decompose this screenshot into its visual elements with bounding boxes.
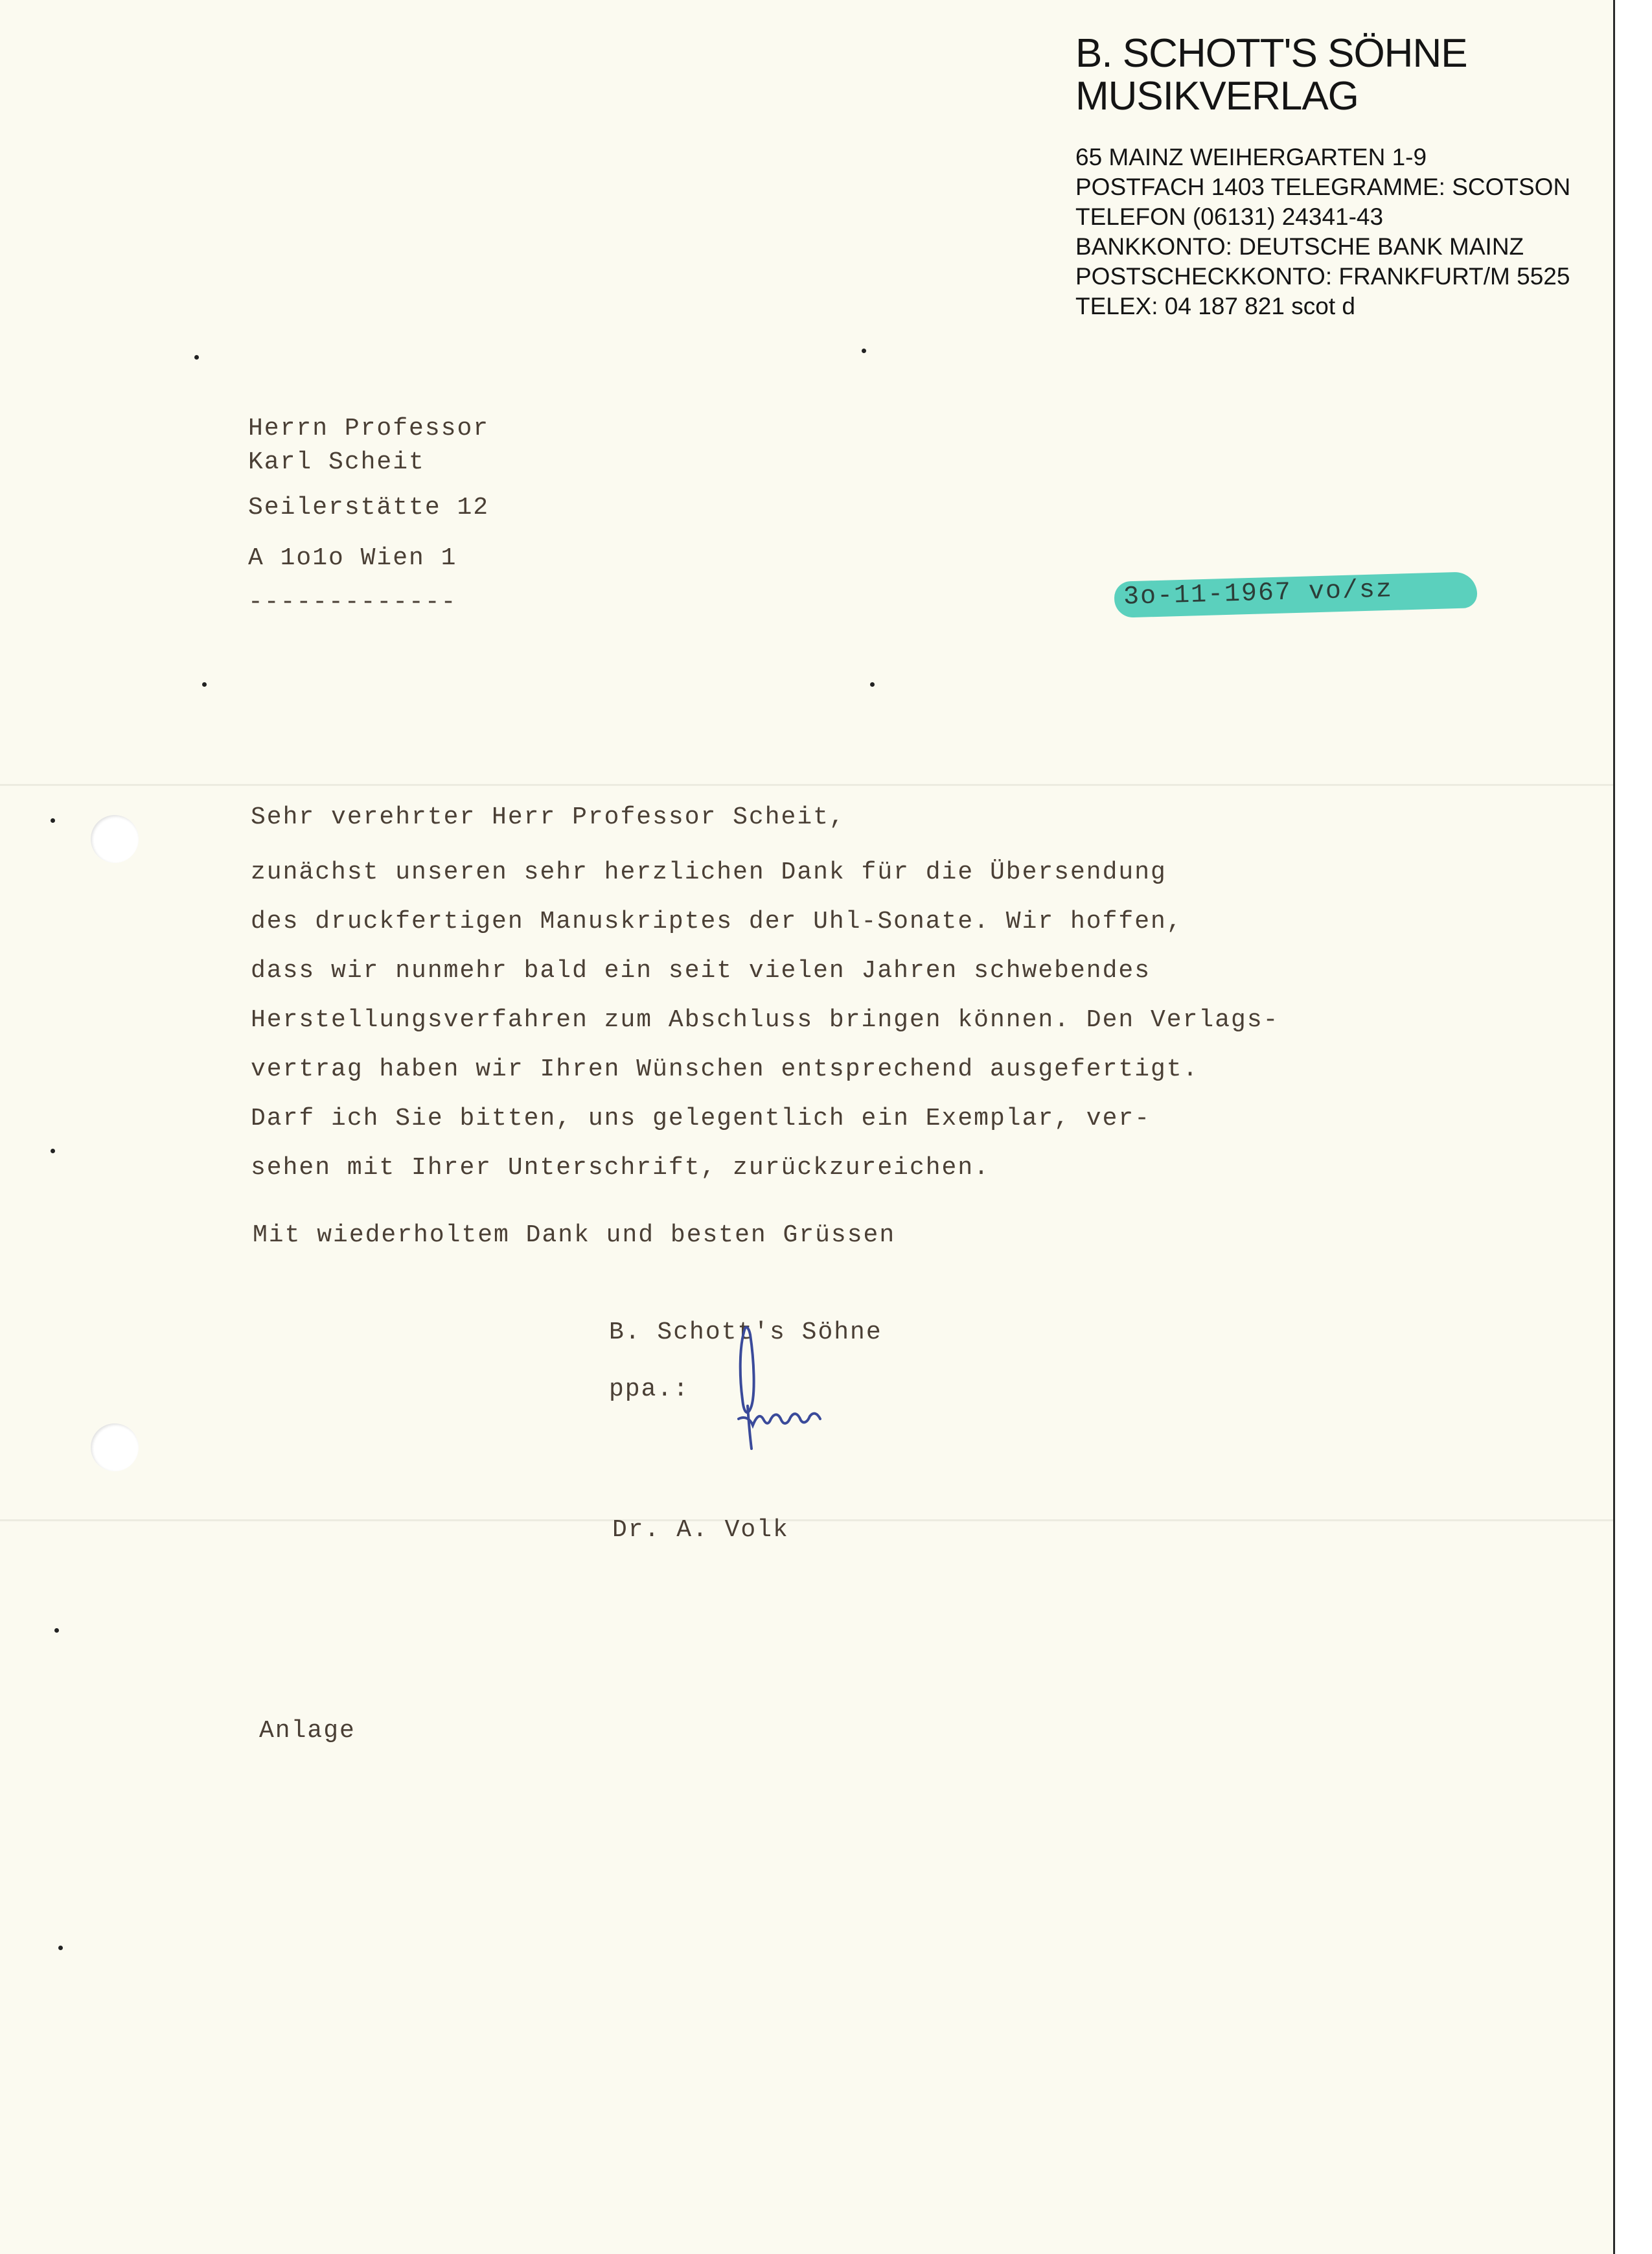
- recipient-name: Karl Scheit: [248, 448, 425, 476]
- body-line: des druckfertigen Manuskriptes der Uhl-Sonate. Wir hoffen,: [251, 908, 1183, 936]
- paper-speck: [51, 1149, 55, 1153]
- letterhead-postfach: POSTFACH 1403 TELEGRAMME: SCOTSON: [1075, 174, 1571, 200]
- paper-speck: [54, 1628, 59, 1633]
- paper-speck: [870, 682, 875, 687]
- sender-ppa: ppa.:: [609, 1375, 690, 1403]
- closing-line: Mit wiederholtem Dank und besten Grüssen: [253, 1221, 896, 1249]
- body-line: sehen mit Ihrer Unterschrift, zurückzureichen.: [251, 1154, 990, 1182]
- letterhead: [1075, 32, 1594, 321]
- date-reference: [1114, 571, 1477, 617]
- body-line: zunächst unseren sehr herzlichen Dank für die Übersendung: [251, 858, 1167, 886]
- signer-name: Dr. A. Volk: [612, 1516, 789, 1544]
- recipient-address: [248, 415, 490, 616]
- address-underline: -------------: [248, 588, 457, 616]
- body-line: dass wir nunmehr bald ein seit vielen Jahren schwebendes: [251, 957, 1151, 985]
- recipient-street: Seilerstätte 12: [248, 494, 490, 522]
- fold-line: [0, 784, 1613, 786]
- body-line: vertrag haben wir Ihren Wünschen entsprechend ausgefertigt.: [251, 1055, 1199, 1083]
- company-subtitle: MUSIKVERLAG: [1075, 74, 1359, 119]
- date-text: 3o-11-1967 vo/sz: [1123, 575, 1394, 612]
- paper-speck: [194, 355, 199, 360]
- letterhead-bank: BANKKONTO: DEUTSCHE BANK MAINZ: [1075, 233, 1524, 260]
- punch-hole: [91, 815, 139, 863]
- recipient-city: A 1o1o Wien 1: [248, 544, 457, 572]
- paper-speck: [58, 1946, 63, 1950]
- sender-block: [609, 1318, 882, 1430]
- paper-speck: [862, 349, 866, 353]
- paper-speck: [202, 682, 207, 687]
- company-name: B. SCHOTT'S SÖHNE: [1075, 31, 1467, 76]
- fold-line: [0, 1519, 1613, 1521]
- letterhead-telex: TELEX: 04 187 821 scot d: [1075, 293, 1355, 319]
- body-line: Darf ich Sie bitten, uns gelegentlich ein Exemplar, ver-: [251, 1105, 1151, 1133]
- letterhead-address: 65 MAINZ WEIHERGARTEN 1-9: [1075, 144, 1427, 170]
- punch-hole: [91, 1423, 139, 1471]
- letterhead-postscheck: POSTSCHECKKONTO: FRANKFURT/M 5525: [1075, 263, 1570, 290]
- recipient-title: Herrn Professor: [248, 415, 490, 443]
- letter-body: [251, 858, 1279, 1182]
- salutation: Sehr verehrter Herr Professor Scheit,: [251, 803, 845, 831]
- paper-speck: [51, 818, 55, 823]
- handwritten-signature: [726, 1322, 881, 1451]
- letterhead-telefon: TELEFON (06131) 24341-43: [1075, 203, 1384, 230]
- body-line: Herstellungsverfahren zum Abschluss bringen können. Den Verlags-: [251, 1006, 1279, 1034]
- enclosure-note: Anlage: [259, 1717, 356, 1745]
- sender-company: B. Schott's Söhne: [609, 1318, 882, 1346]
